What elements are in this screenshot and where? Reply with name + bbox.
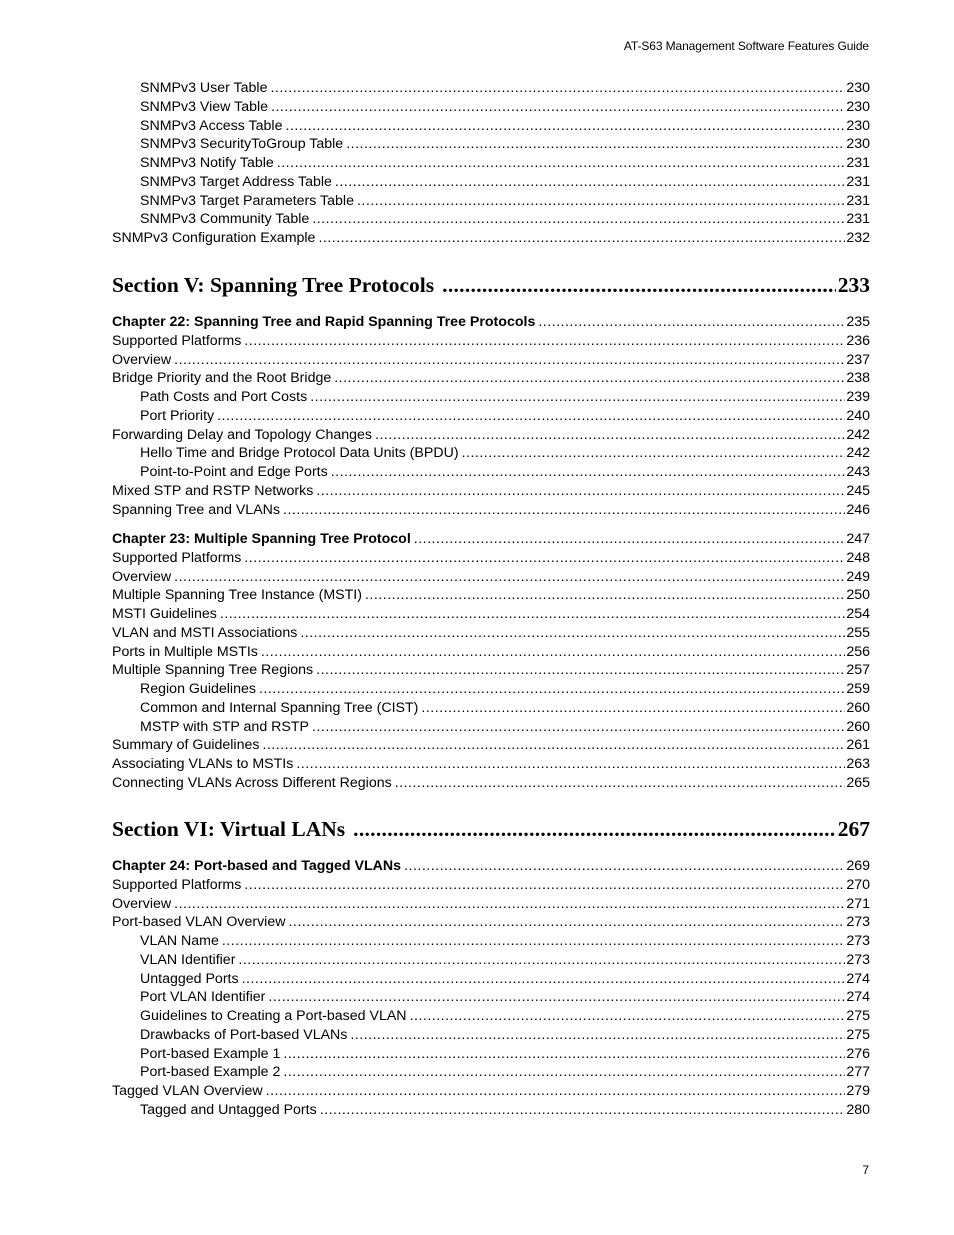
toc-entry-title: Overview bbox=[112, 568, 172, 585]
toc-entry-title: Region Guidelines bbox=[140, 681, 256, 697]
dot-leader bbox=[261, 643, 845, 662]
toc-list-chapter-22 bbox=[112, 313, 870, 519]
toc-entry-title: Tagged and Untagged Ports bbox=[140, 1101, 317, 1118]
toc-entry[interactable] bbox=[112, 1082, 870, 1101]
toc-entry-page: 256 bbox=[846, 643, 870, 660]
dot-leader bbox=[404, 857, 845, 876]
toc-entry-title: Point-to-Point and Edge Ports bbox=[140, 464, 328, 480]
toc-entry-title: Multiple Spanning Tree Instance (MSTI) bbox=[112, 587, 362, 604]
dot-leader bbox=[244, 549, 845, 568]
toc-entry-page: 231 bbox=[846, 173, 870, 190]
dot-leader bbox=[271, 98, 845, 117]
section-title: Section V: Spanning Tree Protocols bbox=[112, 273, 435, 297]
toc-entry-page: 249 bbox=[846, 568, 870, 585]
toc-entry-page: 273 bbox=[846, 951, 870, 968]
toc-entry-page: 250 bbox=[846, 587, 870, 604]
dot-leader bbox=[316, 482, 845, 501]
toc-entry[interactable] bbox=[112, 229, 870, 248]
section-heading-v bbox=[112, 273, 870, 303]
dot-leader bbox=[316, 661, 845, 680]
toc-entry-page: 238 bbox=[846, 370, 870, 387]
dot-leader bbox=[277, 154, 846, 173]
dot-leader bbox=[222, 932, 845, 951]
toc-entry-title: Common and Internal Spanning Tree (CIST) bbox=[140, 699, 419, 716]
dot-leader bbox=[283, 1045, 845, 1064]
toc-entry-title: Port-based Example 2 bbox=[140, 1064, 281, 1081]
section-page: 233 bbox=[837, 273, 870, 297]
dot-leader bbox=[285, 117, 845, 136]
toc-entry-title: MSTI Guidelines bbox=[112, 606, 217, 622]
dot-leader bbox=[421, 699, 845, 718]
section-heading-vi bbox=[112, 817, 870, 847]
dot-leader bbox=[335, 173, 845, 192]
dot-leader bbox=[414, 530, 846, 549]
toc-entry[interactable] bbox=[112, 192, 870, 211]
toc-entry[interactable] bbox=[112, 718, 870, 737]
toc-entry-page: 243 bbox=[846, 464, 870, 480]
toc-entry-page: 280 bbox=[846, 1101, 870, 1118]
toc-entry-title: Tagged VLAN Overview bbox=[112, 1083, 263, 1099]
toc-entry[interactable] bbox=[112, 482, 870, 501]
dot-leader bbox=[410, 1007, 846, 1026]
toc-entry[interactable] bbox=[112, 1063, 870, 1082]
dot-leader bbox=[266, 1082, 846, 1101]
toc-entry-title: Path Costs and Port Costs bbox=[140, 389, 308, 405]
chapter-entry[interactable] bbox=[112, 857, 870, 876]
toc-entry-title: SNMPv3 Access Table bbox=[140, 117, 283, 134]
dot-leader bbox=[238, 951, 845, 970]
toc-entry-page: 248 bbox=[846, 549, 870, 566]
toc-entry-title: SNMPv3 Target Parameters Table bbox=[140, 192, 354, 209]
toc-entry-page: 246 bbox=[846, 501, 870, 518]
toc-entry[interactable] bbox=[112, 351, 870, 370]
toc-entry-title: VLAN Name bbox=[140, 933, 219, 949]
toc-entry[interactable] bbox=[112, 1026, 870, 1045]
dot-leader bbox=[375, 426, 845, 445]
toc-entry[interactable] bbox=[112, 913, 870, 932]
dot-leader bbox=[312, 210, 845, 229]
dot-leader bbox=[268, 988, 845, 1007]
dot-leader bbox=[442, 273, 836, 298]
toc-entry-title: Port-based VLAN Overview bbox=[112, 914, 286, 931]
toc-entry-title: Overview bbox=[112, 895, 172, 912]
toc-entry-title: Multiple Spanning Tree Regions bbox=[112, 662, 314, 679]
chapter-entry[interactable] bbox=[112, 313, 870, 332]
toc-entry-title: SNMPv3 Notify Table bbox=[140, 155, 274, 171]
toc-entry-title: Port-based Example 1 bbox=[140, 1045, 281, 1062]
section-entry[interactable] bbox=[112, 817, 870, 847]
toc-entry-title: SNMPv3 Community Table bbox=[140, 211, 310, 228]
toc-entry[interactable] bbox=[112, 895, 870, 914]
toc-entry[interactable] bbox=[112, 1045, 870, 1064]
toc-entry-page: 242 bbox=[846, 445, 870, 462]
toc-entry-title: Guidelines to Creating a Port-based VLAN bbox=[140, 1008, 407, 1024]
toc-entry[interactable] bbox=[112, 388, 870, 407]
toc-entry-title: MSTP with STP and RSTP bbox=[140, 718, 309, 735]
toc-entry-page: 276 bbox=[846, 1045, 870, 1062]
toc-entry[interactable] bbox=[112, 135, 870, 154]
toc-entry-page: 274 bbox=[846, 970, 870, 987]
toc-entry-page: 257 bbox=[846, 662, 870, 679]
toc-entry-title: SNMPv3 Configuration Example bbox=[112, 230, 316, 246]
toc-entry-title: Port Priority bbox=[140, 407, 215, 424]
toc-entry-page: 273 bbox=[846, 933, 870, 949]
toc-entry[interactable] bbox=[112, 876, 870, 895]
toc-entry-title: Summary of Guidelines bbox=[112, 737, 260, 754]
dot-leader bbox=[262, 736, 845, 755]
toc-entry[interactable] bbox=[112, 755, 870, 774]
toc-entry-title: Bridge Priority and the Root Bridge bbox=[112, 370, 332, 387]
toc-list-snmpv3 bbox=[112, 79, 870, 248]
page-number: 7 bbox=[862, 1163, 869, 1177]
dot-leader bbox=[174, 895, 845, 914]
toc-entry[interactable] bbox=[112, 154, 870, 173]
toc-entry-title: Hello Time and Bridge Protocol Data Units (BPDU) bbox=[140, 445, 459, 462]
toc-entry[interactable] bbox=[112, 117, 870, 136]
dot-leader bbox=[296, 755, 845, 774]
toc-entry-page: 275 bbox=[846, 1026, 870, 1043]
dot-leader bbox=[320, 1101, 846, 1120]
dot-leader bbox=[357, 192, 845, 211]
toc-entry[interactable] bbox=[112, 444, 870, 463]
toc-entry-page: 260 bbox=[846, 718, 870, 735]
toc-entry[interactable] bbox=[112, 699, 870, 718]
toc-entry-page: 230 bbox=[846, 117, 870, 134]
chapter-title: Chapter 22: Spanning Tree and Rapid Spanning Tree Protocols bbox=[112, 314, 536, 330]
toc-entry-title: SNMPv3 View Table bbox=[140, 98, 269, 115]
toc-entry-page: 237 bbox=[846, 351, 870, 368]
toc-entry-page: 261 bbox=[846, 737, 870, 754]
dot-leader bbox=[538, 313, 845, 332]
toc-entry[interactable] bbox=[112, 332, 870, 351]
section-title: Section VI: Virtual LANs bbox=[112, 817, 346, 841]
chapter-page: 269 bbox=[846, 858, 870, 874]
toc-entry-page: 277 bbox=[846, 1064, 870, 1081]
toc-entry[interactable] bbox=[112, 173, 870, 192]
dot-leader bbox=[174, 351, 845, 370]
toc-entry-title: SNMPv3 User Table bbox=[140, 80, 268, 96]
toc-entry-title: Port VLAN Identifier bbox=[140, 989, 266, 1006]
toc-entry-page: 270 bbox=[846, 876, 870, 893]
toc-entry-title: Supported Platforms bbox=[112, 332, 242, 349]
toc-entry-page: 271 bbox=[846, 895, 870, 912]
toc-entry[interactable] bbox=[112, 501, 870, 520]
toc-entry-page: 279 bbox=[846, 1083, 870, 1099]
toc-entry-page: 231 bbox=[846, 211, 870, 228]
toc-entry-title: VLAN Identifier bbox=[140, 951, 236, 968]
toc-entry-page: 230 bbox=[846, 136, 870, 153]
toc-entry-page: 242 bbox=[846, 426, 870, 443]
toc-entry-title: Connecting VLANs Across Different Regions bbox=[112, 774, 392, 791]
toc-entry[interactable] bbox=[112, 426, 870, 445]
dot-leader bbox=[300, 624, 845, 643]
toc-entry-title: Supported Platforms bbox=[112, 876, 242, 893]
toc-entry-page: 259 bbox=[846, 681, 870, 697]
toc-entry[interactable] bbox=[112, 951, 870, 970]
toc-entry[interactable] bbox=[112, 774, 870, 793]
chapter-entry[interactable] bbox=[112, 530, 870, 549]
dot-leader bbox=[462, 444, 846, 463]
toc-entry[interactable] bbox=[112, 407, 870, 426]
toc-list-chapter-23 bbox=[112, 530, 870, 793]
toc-entry-page: 275 bbox=[846, 1008, 870, 1024]
toc-entry[interactable] bbox=[112, 586, 870, 605]
toc-entry-title: Untagged Ports bbox=[140, 970, 239, 987]
toc-entry[interactable] bbox=[112, 624, 870, 643]
toc-entry[interactable] bbox=[112, 549, 870, 568]
toc-entry-title: VLAN and MSTI Associations bbox=[112, 624, 298, 641]
toc-entry-page: 273 bbox=[846, 914, 870, 931]
toc-entry-title: SNMPv3 Target Address Table bbox=[140, 173, 332, 190]
toc-entry-page: 231 bbox=[846, 192, 870, 209]
section-entry[interactable] bbox=[112, 273, 870, 303]
chapter-page: 235 bbox=[846, 314, 870, 330]
dot-leader bbox=[242, 970, 846, 989]
toc-entry-page: 230 bbox=[846, 98, 870, 115]
toc-entry-page: 230 bbox=[846, 80, 870, 96]
toc-entry[interactable] bbox=[112, 210, 870, 229]
running-header: AT-S63 Management Software Features Guide bbox=[623, 39, 869, 53]
dot-leader bbox=[288, 913, 845, 932]
dot-leader bbox=[174, 568, 845, 587]
toc-entry[interactable] bbox=[112, 369, 870, 388]
dot-leader bbox=[283, 1063, 845, 1082]
dot-leader bbox=[270, 79, 845, 98]
dot-leader bbox=[353, 817, 836, 842]
toc-entry-page: 254 bbox=[846, 606, 870, 622]
dot-leader bbox=[244, 332, 845, 351]
toc-entry-page: 265 bbox=[846, 774, 870, 791]
toc-entry[interactable] bbox=[112, 661, 870, 680]
toc-entry-title: Mixed STP and RSTP Networks bbox=[112, 482, 314, 499]
dot-leader bbox=[310, 388, 845, 407]
toc-entry-page: 274 bbox=[846, 989, 870, 1006]
dot-leader bbox=[217, 407, 845, 426]
toc-entry[interactable] bbox=[112, 932, 870, 951]
dot-leader bbox=[365, 586, 845, 605]
toc-entry-page: 255 bbox=[846, 624, 870, 641]
toc-entry[interactable] bbox=[112, 1101, 870, 1120]
toc-entry[interactable] bbox=[112, 736, 870, 755]
toc-entry[interactable] bbox=[112, 970, 870, 989]
toc-entry-page: 232 bbox=[846, 230, 870, 246]
toc-entry-page: 260 bbox=[846, 699, 870, 716]
toc-entry-page: 240 bbox=[846, 407, 870, 424]
toc-entry-page: 236 bbox=[846, 332, 870, 349]
toc-entry[interactable] bbox=[112, 568, 870, 587]
dot-leader bbox=[346, 135, 845, 154]
toc-entry[interactable] bbox=[112, 79, 870, 98]
dot-leader bbox=[318, 229, 845, 248]
toc-list-chapter-24 bbox=[112, 857, 870, 1120]
toc-entry[interactable] bbox=[112, 680, 870, 699]
chapter-title: Chapter 24: Port-based and Tagged VLANs bbox=[112, 858, 402, 874]
toc-entry-title: Associating VLANs to MSTIs bbox=[112, 756, 294, 772]
dot-leader bbox=[312, 718, 845, 737]
toc-entry-title: Drawbacks of Port-based VLANs bbox=[140, 1026, 348, 1043]
chapter-title: Chapter 23: Multiple Spanning Tree Protocol bbox=[112, 531, 411, 547]
section-page: 267 bbox=[837, 817, 870, 841]
toc-entry[interactable] bbox=[112, 605, 870, 624]
dot-leader bbox=[331, 463, 846, 482]
dot-leader bbox=[395, 774, 846, 793]
dot-leader bbox=[259, 680, 845, 699]
toc-entry-title: SNMPv3 SecurityToGroup Table bbox=[140, 136, 344, 153]
toc-entry-title: Overview bbox=[112, 351, 172, 368]
chapter-page: 247 bbox=[846, 531, 870, 547]
toc-entry[interactable] bbox=[112, 98, 870, 117]
toc-entry-title: Supported Platforms bbox=[112, 549, 242, 566]
toc-entry-title: Spanning Tree and VLANs bbox=[112, 501, 280, 518]
toc-entry-page: 239 bbox=[846, 389, 870, 405]
toc-entry-page: 231 bbox=[846, 155, 870, 171]
dot-leader bbox=[220, 605, 845, 624]
toc-entry-title: Forwarding Delay and Topology Changes bbox=[112, 426, 373, 443]
toc-entry-title: Ports in Multiple MSTIs bbox=[112, 643, 258, 660]
toc-entry-page: 245 bbox=[846, 482, 870, 499]
dot-leader bbox=[244, 876, 845, 895]
toc-entry[interactable] bbox=[112, 1007, 870, 1026]
toc-entry[interactable] bbox=[112, 463, 870, 482]
dot-leader bbox=[334, 369, 845, 388]
toc-entry-page: 263 bbox=[846, 756, 870, 772]
dot-leader bbox=[283, 501, 845, 520]
toc-entry[interactable] bbox=[112, 988, 870, 1007]
toc-entry[interactable] bbox=[112, 643, 870, 662]
dot-leader bbox=[350, 1026, 845, 1045]
